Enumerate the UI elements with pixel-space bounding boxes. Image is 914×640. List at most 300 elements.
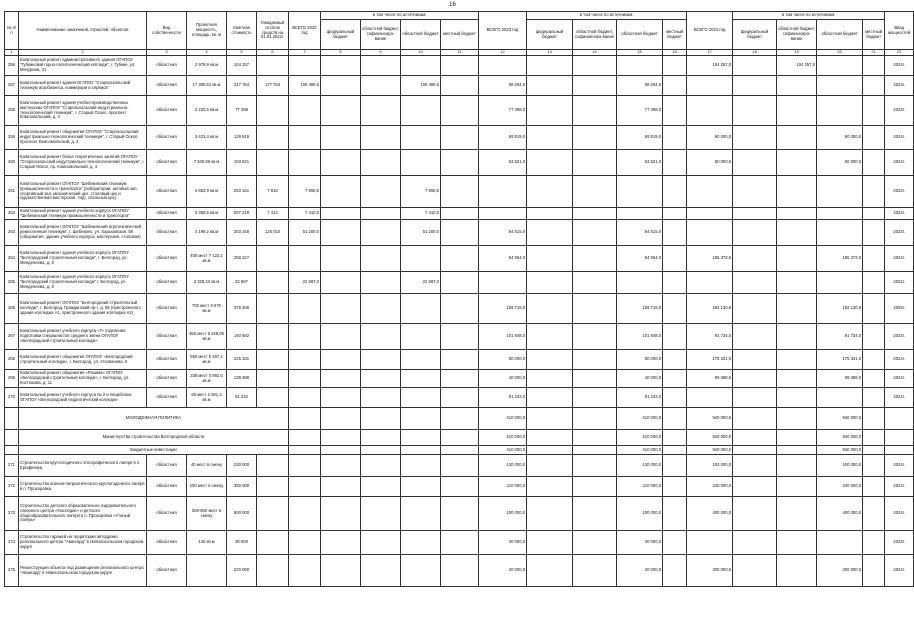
table-cell [733,350,777,370]
table-cell [321,246,361,272]
table-cell [321,455,361,477]
header-total-2023: ВСЕГО 2023 год [479,12,527,50]
table-cell [361,126,401,150]
table-cell [663,150,687,176]
table-row [5,455,914,477]
table-cell [527,272,573,294]
table-cell: 22 997,0 [289,272,321,294]
table-cell [863,350,885,370]
table-cell [573,96,617,126]
table-row [5,246,914,272]
table-cell [441,324,479,350]
table-cell [257,96,289,126]
table-cell [257,455,289,477]
table-cell: 104 257,0 [687,56,733,76]
table-cell [361,220,401,246]
table-cell [733,176,777,208]
table-row [5,150,914,176]
table-cell [863,455,885,477]
table-cell [527,126,573,150]
table-cell [289,430,321,446]
table-cell: 81 232,0 [479,388,527,408]
table-cell [663,294,687,324]
table-cell [777,176,817,208]
table-cell [361,294,401,324]
table-cell: областная [147,96,187,126]
table-cell [361,477,401,497]
table-cell: 400 000,0 [687,497,733,531]
table-cell: 30 000,0 [617,531,663,555]
table-cell [289,350,321,370]
table-cell [401,446,441,455]
table-cell [289,455,321,477]
table-cell: 110 000,0 [617,477,663,497]
row-number-cell: 275 [5,555,19,587]
section-title-cell: МОЛОДЕЖНАЯ ПОЛИТИКА [19,408,289,430]
table-cell [663,56,687,76]
row-number-cell: 256 [5,56,19,76]
table-cell [573,208,617,220]
table-cell [361,176,401,208]
table-cell [663,220,687,246]
table-cell [687,531,733,555]
table-cell [401,150,441,176]
column-index-cell: 11 [441,50,479,56]
table-cell: областная [147,208,187,220]
table-cell [573,370,617,388]
table-cell [663,555,687,587]
table-cell [733,126,777,150]
table-cell: 3 328,43 кв.м [187,272,227,294]
table-cell [733,446,777,455]
table-cell [361,430,401,446]
table-cell [863,531,885,555]
table-cell [777,531,817,555]
table-cell: 400 000,0 [817,497,863,531]
row-number-cell: 271 [5,455,19,477]
column-index-cell: 13 [527,50,573,56]
table-cell: 230 000 [227,455,257,477]
table-cell [573,446,617,455]
table-cell: 40 000,0 [479,370,527,388]
table-cell [573,497,617,531]
column-index-cell: 1 [5,50,19,56]
table-cell: 101 948,0 [479,324,527,350]
section-total-cell: 940 000,0 [817,430,863,446]
table-cell: 60 мест 2 091,3 кв.м [187,388,227,408]
table-cell [777,150,817,176]
table-cell [863,150,885,176]
table-cell: областная [147,76,187,96]
table-cell [733,370,777,388]
table-cell: областная [147,272,187,294]
table-cell [257,56,289,76]
table-cell [863,294,885,324]
table-cell [573,430,617,446]
table-cell [663,408,687,430]
section-total-cell: 410 000,0 [479,408,527,430]
table-cell: 69 819,0 [617,126,663,150]
table-cell: 253 161 [227,176,257,208]
header-local-2023: местный бюджет [663,20,687,50]
table-cell [527,497,573,531]
table-cell [863,126,885,150]
table-row [5,294,914,324]
table-cell [733,477,777,497]
table-cell [817,96,863,126]
table-cell [479,208,527,220]
section-row [5,446,914,455]
table-cell: 185 373,0 [687,246,733,272]
table-cell [617,176,663,208]
table-cell: 68 264,5 [617,76,663,96]
table-cell [527,408,573,430]
table-cell: 240 000,0 [687,477,733,497]
object-name-cell: Капитальный ремонт административного здания ОГАПОУ "Губкинский горно-политехнический колледж", г. Губкин, ул. Мичурина, 21 [19,56,147,76]
table-cell [321,370,361,388]
header-federal-2024: федеральный бюджет [733,20,777,50]
table-cell [663,430,687,446]
table-cell: областная [147,350,187,370]
table-cell [733,76,777,96]
table-cell [321,350,361,370]
table-cell [441,294,479,324]
table-cell [361,208,401,220]
table-cell [777,220,817,246]
table-cell [441,246,479,272]
table-cell: 17 380,61 кв.м [187,76,227,96]
table-cell: 40 000,0 [617,370,663,388]
table-cell [361,150,401,176]
table-cell: 110 000,0 [479,477,527,497]
table-cell: 200 000,0 [817,555,863,587]
table-cell [361,455,401,477]
table-cell [289,408,321,430]
header-commissioning: Ввод мощностей [885,12,914,50]
table-cell [733,497,777,531]
table-cell [321,76,361,96]
table-cell: 2022г. [885,176,914,208]
row-number-cell: 258 [5,96,19,126]
table-cell [733,408,777,430]
header-ownership: Вид собственности [147,12,187,50]
table-cell [777,388,817,408]
column-index-cell: 17 [687,50,733,56]
table-cell [289,370,321,388]
object-name-cell: Капитальный ремонт учебного корпуса № 2 и пищеблока ОГАПОУ «Белгородский педагогический колледж» [19,388,147,408]
table-cell: 22 997,0 [401,272,441,294]
table-cell [361,388,401,408]
table-cell: 378 459 [227,294,257,324]
table-cell: 3 423,4 кв.м [187,126,227,150]
table-cell [289,294,321,324]
table-cell [885,408,914,430]
table-cell: 7 413 [257,208,289,220]
table-cell: областная [147,324,187,350]
table-cell: 64 615,0 [479,220,527,246]
row-number-cell: 261 [5,176,19,208]
table-cell: 100 000,0 [479,497,527,531]
table-cell [527,555,573,587]
table-cell: 400 мест 7 122,2 кв.м [187,246,227,272]
table-cell [321,497,361,531]
header-object-name: Наименование заказчиков, отраслей, объектов [19,12,147,50]
table-cell [663,324,687,350]
table-cell: 100 000,0 [617,497,663,531]
table-row [5,370,914,388]
table-cell: 4 199,2 кв.м [187,220,227,246]
table-cell [321,126,361,150]
table-cell [863,324,885,350]
table-cell: 81 232,0 [617,388,663,408]
section-total-cell: 940 000,0 [687,408,733,430]
row-number-cell: 274 [5,531,19,555]
table-cell: 350 000 [227,477,257,497]
table-cell: 2023г. [885,220,914,246]
table-cell: областная [147,56,187,76]
row-number-cell: 263 [5,220,19,246]
table-cell: 500 000 [227,497,257,531]
table-cell [401,455,441,477]
table-cell: 20 000,0 [617,555,663,587]
object-name-cell: Капитальный ремонт здания учебного корпуса ОГАПОУ "Шебекинский техникум промышленности и транспорта" [19,208,147,220]
table-cell [663,477,687,497]
object-name-cell: Строительство гаражей на территории автодрома регионального центра "Авангард" в Новооскольском городском округе [19,531,147,555]
table-cell [441,96,479,126]
table-cell [321,96,361,126]
table-cell: 20 000,0 [479,555,527,587]
table-cell: областная [147,370,187,388]
header-local-2022: местный бюджет [441,20,479,50]
table-cell [441,150,479,176]
table-cell: 2024г. [885,555,914,587]
table-cell: областная [147,477,187,497]
column-index-cell: 2 [19,50,147,56]
header-cofinancing-2022: областной бюджет, софинансиро-вание [361,20,401,50]
table-cell [361,76,401,96]
table-cell: областная [147,455,187,477]
table-cell [777,208,817,220]
table-cell: 50 000,0 [687,150,733,176]
table-cell [617,56,663,76]
section-total-cell: 410 000,0 [479,446,527,455]
table-cell [617,208,663,220]
table-cell: 30 000 [227,531,257,555]
table-cell [361,370,401,388]
table-cell: 81 232 [227,388,257,408]
object-name-cell: Капитальный ремонт блока теоретических занятий ОГАПОУ "Старооскольский индустриально-технологический техникум", г. Старый Оскол, пр. Комсомольский, д. 4 [19,150,147,176]
object-name-cell: Капитальный ремонт ОГАПОУ "Шебекинский агротехнический ремесленный техникум", г. Шебекино, ул. Харьковская, 59 (общежитие, здание учебного корпуса, мастерские, столовая) [19,220,147,246]
section-total-cell: 410 000,0 [617,446,663,455]
column-index-cell: 9 [361,50,401,56]
table-cell [863,477,885,497]
table-cell [361,531,401,555]
table-cell: 100 000,0 [817,455,863,477]
table-cell: 4 863,9 кв.м [187,176,227,208]
table-cell: 51 200,0 [289,220,321,246]
table-cell [361,272,401,294]
table-cell: 53 921,0 [479,150,527,176]
table-cell [777,96,817,126]
column-index-cell: 4 [187,50,227,56]
page-number: 16 [449,2,456,8]
table-cell [527,324,573,350]
table-cell [361,555,401,587]
object-name-cell: Капитальный ремонт здания учебно-производственных мастерских ОГАПОУ "Старооскольский индустриально-технологический техникум", г. Старый Оскол, проспект Комсомольский, д. 4 [19,96,147,126]
table-cell: 7 410,5 [401,208,441,220]
table-row [5,126,914,150]
table-cell: 3 359,6 кв.м [187,208,227,220]
table-cell [401,477,441,497]
table-cell: 64 954,0 [479,246,527,272]
table-cell [321,477,361,497]
table-cell [885,430,914,446]
header-cofinancing-2023: областной бюджет, софинансиро-вание [573,20,617,50]
table-cell [289,477,321,497]
header-estimate: Сметная стоимость [227,12,257,50]
row-number-cell: 265 [5,272,19,294]
table-cell [863,76,885,96]
column-index-cell: 20 [817,50,863,56]
table-cell: областная [147,220,187,246]
table-cell [441,370,479,388]
table-cell: областная [147,246,187,272]
header-total-2022: ВСЕГО 2022 год [289,12,321,50]
table-cell: 140 кв.м [187,531,227,555]
table-cell [777,272,817,294]
table-cell: 22 997 [227,272,257,294]
table-cell [863,408,885,430]
table-cell: 91 734,0 [817,324,863,350]
table-cell [777,294,817,324]
column-index-cell: 22 [885,50,914,56]
table-cell [573,455,617,477]
table-cell [573,246,617,272]
row-number-cell: 259 [5,126,19,150]
row-number-cell: 267 [5,324,19,350]
column-index-cell: 18 [733,50,777,56]
table-cell [733,388,777,408]
table-cell [289,388,321,408]
table-cell [289,531,321,555]
table-cell: 507 218 [227,208,257,220]
header-federal-2023: федеральный бюджет [527,20,573,50]
table-cell [817,220,863,246]
header-regional-2024: областной бюджет [817,20,863,50]
table-cell [777,350,817,370]
table-cell [527,430,573,446]
table-cell [863,446,885,455]
table-cell [663,246,687,272]
table-cell [527,294,573,324]
table-cell [361,350,401,370]
table-cell [441,176,479,208]
table-cell: 2024г. [885,126,914,150]
table-cell: 50 000,0 [479,350,527,370]
table-cell: 177 754 [257,76,289,96]
table-cell [777,497,817,531]
table-row [5,497,914,531]
table-cell [441,555,479,587]
section-total-cell: 940 000,0 [817,408,863,430]
table-cell [573,324,617,350]
table-cell [289,126,321,150]
object-name-cell: Капитальный ремонт общежития «Рахима» ОГАПОУ «Белгородский строительный колледж», г. Белгород, ул. Костюкова, д. 11 [19,370,147,388]
table-cell [527,220,573,246]
table-cell: 203 348 [227,220,257,246]
header-federal-2022: федеральный бюджет [321,20,361,50]
table-cell [817,208,863,220]
table-cell [401,294,441,324]
table-cell: 68 264,5 [479,76,527,96]
table-cell [863,220,885,246]
table-row [5,56,914,76]
row-number-cell: 266 [5,294,19,324]
table-cell [441,455,479,477]
table-cell [289,446,321,455]
table-cell [573,294,617,324]
column-index-cell: 21 [863,50,885,56]
table-cell [573,176,617,208]
table-cell: 2025г. [885,294,914,324]
table-cell [361,246,401,272]
table-cell: 2023г. [885,531,914,555]
table-cell [663,208,687,220]
table-cell: 109 489,5 [401,76,441,96]
header-capacity: Проектная мощность, площадь, кв. м [187,12,227,50]
table-cell [361,446,401,455]
table-cell [441,350,479,370]
row-number-cell: 262 [5,208,19,220]
table-cell [289,56,321,76]
object-name-cell: Строительство детского образовательно-оздоровительного лагерного центра «Наследие» и детского общеобразовательного лагеря в п. Прохоровка «Утиный лагерь» [19,497,147,531]
table-cell [733,246,777,272]
table-cell [527,446,573,455]
investment-register-table [4,11,914,587]
table-cell [441,272,479,294]
section-total-cell: 940 000,0 [817,446,863,455]
table-cell [441,497,479,531]
table-row [5,96,914,126]
table-cell [257,272,289,294]
object-name-cell: Капитальный ремонт здания ОГАПОУ "Старооскольский техникум агробизнеса, коммерции и сервиса" [19,76,147,96]
section-total-cell: 940 000,0 [687,430,733,446]
table-cell [573,220,617,246]
table-cell: 7 910 [257,176,289,208]
header-sources-2022: в том числе по источникам: [321,12,479,20]
table-cell [863,370,885,388]
row-number-cell: 272 [5,477,19,497]
table-cell [401,531,441,555]
table-cell: 2024г. [885,56,914,76]
table-cell: 99 388,0 [817,370,863,388]
table-cell [361,56,401,76]
table-cell: 2023г. [885,96,914,126]
table-cell: 104 257,0 [777,56,817,76]
table-cell [817,76,863,96]
table-cell [527,531,573,555]
table-cell [777,76,817,96]
table-cell [527,246,573,272]
table-cell [401,324,441,350]
row-number-cell: 268 [5,350,19,370]
table-cell: 220 000 [227,555,257,587]
table-cell [863,246,885,272]
table-cell [573,126,617,150]
table-cell [817,388,863,408]
table-cell: 2022г. [885,272,914,294]
table-cell [733,220,777,246]
